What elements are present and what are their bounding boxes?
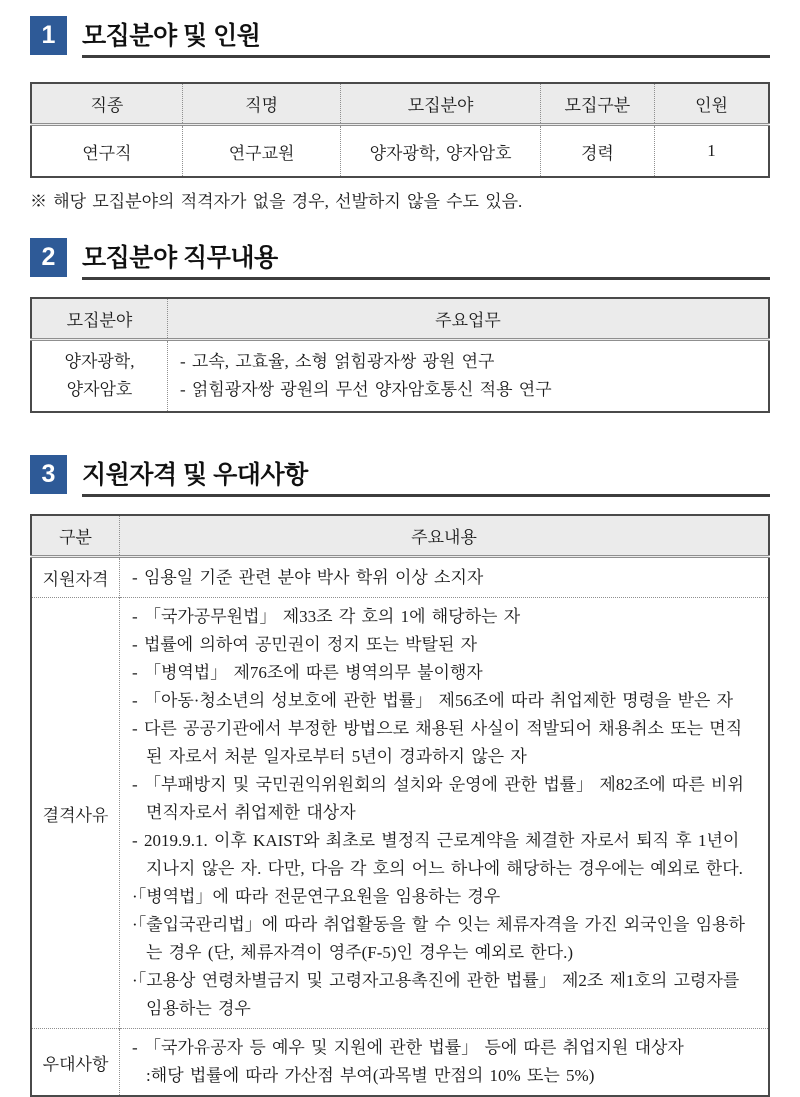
header-recruit-field: 모집분야 [31,298,168,340]
cell-label-disqualification: 결격사유 [31,598,120,1029]
header-job-title: 직명 [182,83,341,125]
section-2-title: 모집분야 직무내용 [82,243,278,272]
table-header-row [31,83,769,125]
field-line-2: 양자암호 [66,380,133,399]
duty-item: - 고속, 고효율, 소형 얽힘광자쌍 광원 연구 [180,352,495,371]
qualification-item: - 임용일 기준 관련 분야 박사 학위 이상 소지자 [132,567,484,587]
disqualification-item: - 「국가공무원법」 제33조 각 호의 1에 해당하는 자 [132,607,521,626]
disqualification-exception-item: ·「병역법」에 따라 전문연구요원을 임용하는 경우 [132,887,501,906]
disqualification-item: - 「아동·청소년의 성보호에 관한 법률」 제56조에 따라 취업제한 명령을 받은 자 [132,691,734,710]
table-row [31,340,769,413]
cell-headcount: 1 [655,125,769,178]
cell-main-duties [168,340,769,413]
disqualification-item: - 다른 공공기관에서 부정한 방법으로 채용된 사실이 적발되어 채용취소 또는 면직된 자로서 처분 일자로부터 5년이 경과하지 않은 자 [132,719,743,766]
cell-label-preference: 우대사항 [31,1029,120,1097]
table-row [31,125,769,178]
header-headcount: 인원 [655,83,769,125]
section-1-header [30,16,770,58]
table-row-qualification [31,557,769,598]
disqualification-item: - 「부패방지 및 국민권익위원회의 설치와 운영에 관한 법률」 제82조에 따른 비위면직자로서 취업제한 대상자 [132,775,744,822]
cell-job-type: 연구직 [82,143,132,163]
table-row-preference [31,1029,769,1097]
section-2-number-badge: 2 [30,238,67,277]
cell-disqualification-content [120,598,769,1029]
table-header-row [31,515,769,557]
section-1-title-underline [82,16,770,58]
disqualification-exception-item: ·「고용상 연령차별금지 및 고령자고용촉진에 관한 법률」 제2조 제1호의 고령자를 임용하는 경우 [132,971,740,1018]
selection-note: ※ 해당 모집분야의 적격자가 없을 경우, 선발하지 않을 수도 있음. [30,192,523,211]
cell-label-qualification: 지원자격 [42,570,109,589]
preference-item: - 「국가유공자 등 예우 및 지원에 관한 법률」 등에 따른 취업지원 대상자 [132,1038,684,1057]
cell-job-title: 연구교원 [182,125,341,178]
disqualification-item: - 「병역법」 제76조에 따른 병역의무 불이행자 [132,663,483,682]
job-duties-table [30,297,770,413]
qualifications-table [30,514,770,1097]
section-3-title-underline [82,455,770,497]
section-2-title-underline [82,238,770,280]
cell-recruit-field [31,340,168,413]
disqualification-item: - 2019.9.1. 이후 KAIST와 최초로 별정직 근로계약을 체결한 자로서 퇴직 후 1년이 지나지 않은 자. 다만, 다음 각 호의 어느 하나에 해당하는 경우에는 예외로 한다. [132,831,743,878]
cell-recruit-category: 경력 [540,125,654,178]
preference-item-continuation: :해당 법률에 따라 가산점 부여(과목별 만점의 10% 또는 5%) [146,1066,595,1085]
header-category: 구분 [31,515,120,557]
header-main-duties: 주요업무 [168,298,769,340]
section-2-header [30,238,770,280]
disqualification-item: - 법률에 의하여 공민권이 정지 또는 박탈된 자 [132,635,478,654]
field-line-1: 양자광학, [64,352,135,371]
table-header-row [31,298,769,340]
section-3-number-badge: 3 [30,455,67,494]
section-3-header [30,455,770,497]
section-3-title: 지원자격 및 우대사항 [82,460,308,489]
cell-recruit-field: 양자광학, 양자암호 [341,125,540,178]
cell-qualification-content [120,557,769,598]
disqualification-exception-item: ·「출입국관리법」에 따라 취업활동을 할 수 잇는 체류자격을 가진 외국인을 임용하는 경우 (단, 체류자격이 영주(F-5)인 경우는 예외로 한다.) [132,915,745,962]
header-main-content: 주요내용 [120,515,769,557]
header-recruit-category: 모집구분 [540,83,654,125]
duty-item: - 얽힘광자쌍 광원의 무선 양자암호통신 적용 연구 [180,380,552,399]
recruitment-field-table [30,82,770,178]
cell-preference-content [120,1029,769,1097]
section-1-title: 모집분야 및 인원 [82,21,261,50]
table-row-disqualification [31,598,769,1029]
section-1-number-badge: 1 [30,16,67,55]
header-job-type: 직종 [31,83,182,125]
header-recruit-field: 모집분야 [341,83,540,125]
